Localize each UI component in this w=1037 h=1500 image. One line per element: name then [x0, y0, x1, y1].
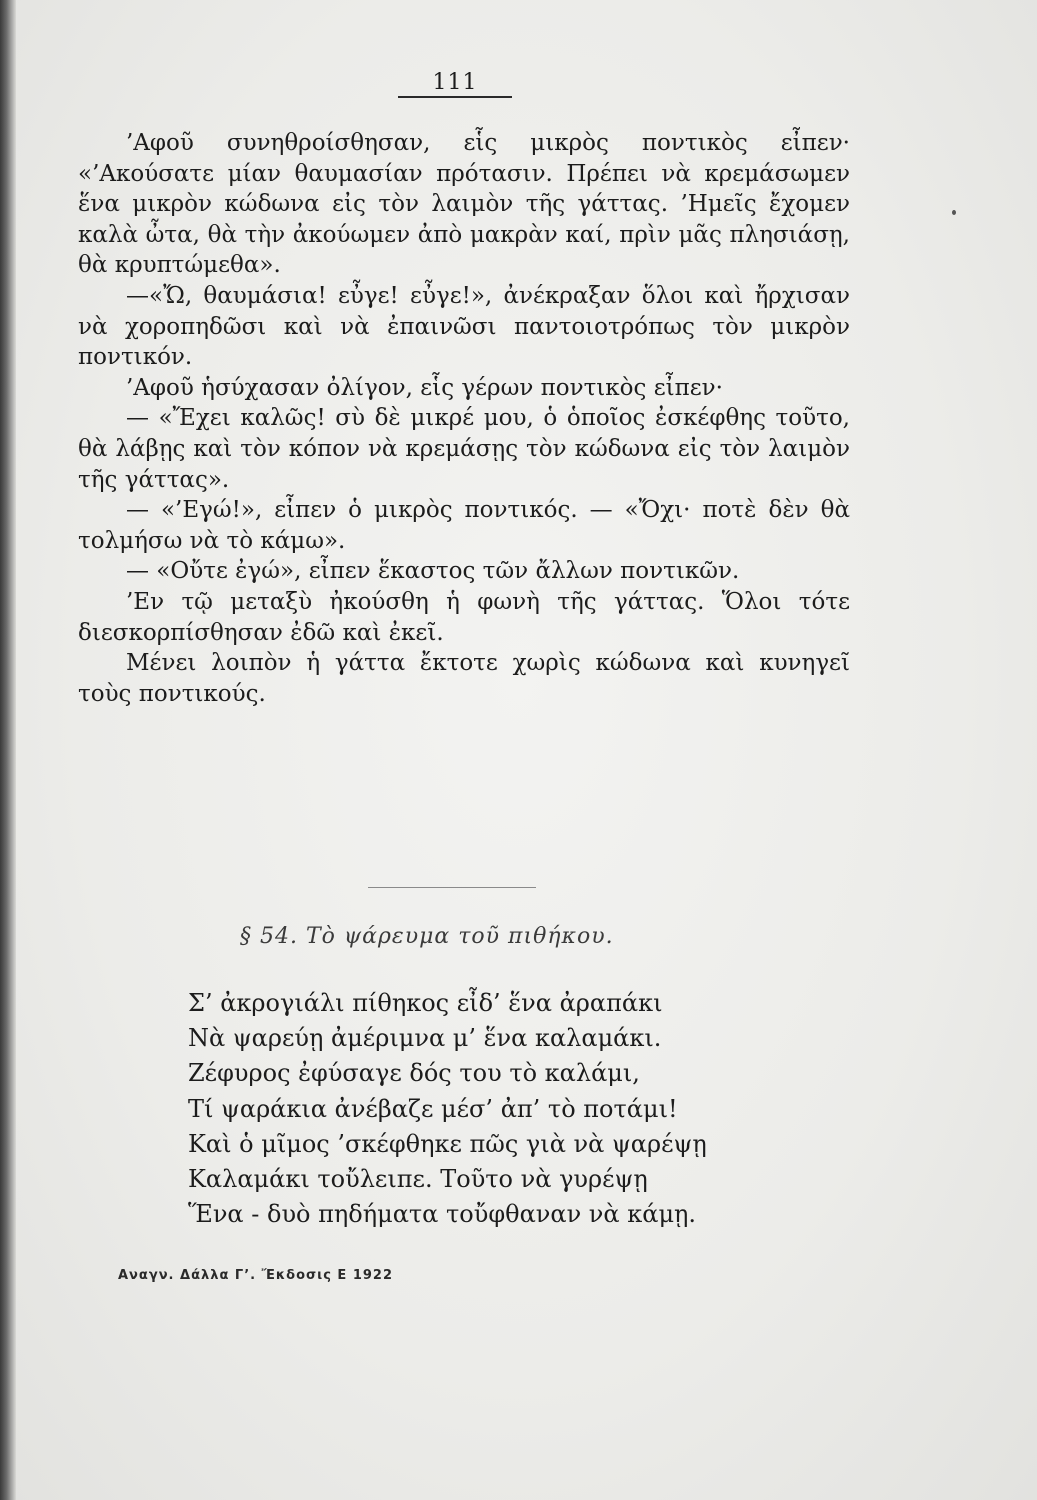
printer-imprint: Αναγν. Δάλλα Γ’. Ἔκδοσις Ε 1922	[118, 1268, 394, 1283]
paragraph-6: — «Οὔτε ἐγώ», εἶπεν ἕκαστος τῶν ἄλλων ποντικῶν.	[126, 558, 740, 585]
scan-shadow-edge	[0, 0, 16, 1500]
poem-verse-1: Σ’ ἀκρογιάλι πίθηκος εἶδ’ ἕνα ἀραπάκι	[188, 989, 663, 1017]
poem-verse-7: Ἕνα - δυὸ πηδήματα τοὔφθαναν νὰ κάμῃ.	[188, 1200, 697, 1229]
poem	[188, 986, 788, 1232]
poem-verse-2: Νὰ ψαρεύῃ ἀμέριμνα μ’ ἕνα καλαμάκι.	[188, 1024, 662, 1053]
paragraph-4: — «Ἔχει καλῶς! σὺ δὲ μικρέ μου, ὁ ὁποῖος ἐσκέφθης τοῦτο, θὰ λάβῃς καὶ τὸν κόπον νὰ κρεμάσῃς τὸν κώδωνα εἰς τὸν λαιμὸν τῆς γάττας».	[78, 405, 850, 493]
section-title: § 54. Τὸ ψάρευμα τοῦ πιθήκου.	[240, 924, 614, 949]
poem-verse-4: Τί ψαράκια ἀνέβαζε μέσ’ ἀπ’ τὸ ποτάμι!	[188, 1094, 678, 1123]
paragraph-1: ’Αφοῦ συνηθροίσθησαν, εἷς μικρὸς ποντικὸς εἶπεν· «’Ακούσατε μίαν θαυμασίαν πρότασιν. Πρέπει νὰ κρεμάσωμεν ἕνα μικρὸν κώδωνα εἰς τὸν λαιμὸν τῆς γάττας. ’Ημεῖς ἔχομεν καλὰ ὦτα, θὰ τὴν ἀκούωμεν ἀπὸ μακρὰν καί, πρὶν μᾶς πλησιάσῃ, θὰ κρυπτώμεθα».	[78, 130, 850, 279]
page-number-rule	[398, 96, 512, 98]
paragraph-5: — «’Εγώ!», εἶπεν ὁ μικρὸς ποντικός. — «Ὄχι· ποτὲ δὲν θὰ τολμήσω νὰ τὸ κάμω».	[78, 497, 850, 554]
poem-verse-5: Καὶ ὁ μῖμος ’σκέφθηκε πῶς γιὰ νὰ ψαρέψῃ	[188, 1129, 707, 1158]
poem-verse-6: Καλαμάκι τοὔλειπε. Τοῦτο νὰ γυρέψῃ	[188, 1165, 648, 1194]
ink-speck	[952, 210, 956, 215]
section-divider	[368, 887, 536, 888]
story-text	[78, 128, 850, 709]
paragraph-7: ’Εν τῷ μεταξὺ ἠκούσθη ἡ φωνὴ τῆς γάττας. Ὅλοι τότε διεσκορπίσθησαν ἐδῶ καὶ ἐκεῖ.	[78, 588, 850, 646]
poem-verse-3: Ζέφυρος ἐφύσαγε δός του τὸ καλάμι,	[188, 1059, 640, 1088]
paragraph-3: ’Αφοῦ ἡσύχασαν ὀλίγον, εἷς γέρων ποντικὸς εἶπεν·	[126, 374, 723, 401]
paragraph-8: Μένει λοιπὸν ἡ γάττα ἔκτοτε χωρὶς κώδωνα καὶ κυνηγεῖ τοὺς ποντικούς.	[78, 650, 850, 707]
page-number: 111	[432, 70, 478, 95]
paragraph-2: —«Ὤ, θαυμάσια! εὖγε! εὖγε!», ἀνέκραξαν ὅλοι καὶ ἤρχισαν νὰ χοροπηδῶσι καὶ νὰ ἐπαινῶσι παντοιοτρόπως τὸν μικρὸν ποντικόν.	[78, 282, 850, 371]
